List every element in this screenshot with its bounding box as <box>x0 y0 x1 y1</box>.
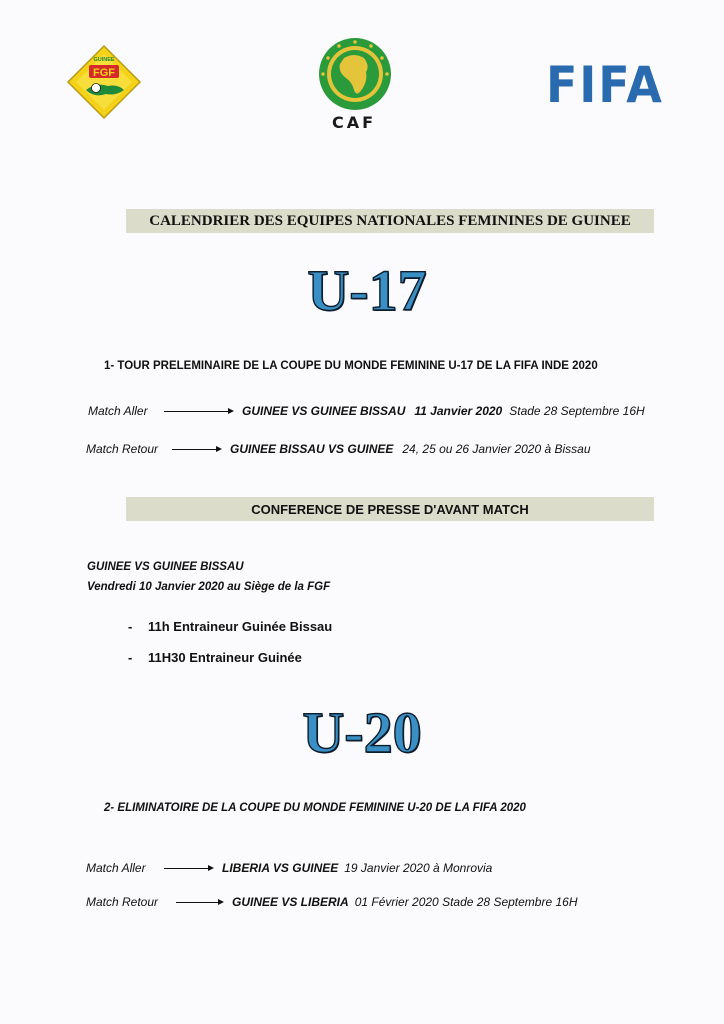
match-label: Match Retour <box>86 895 159 909</box>
title-banner: CALENDRIER DES EQUIPES NATIONALES FEMININES DE GUINEE <box>126 209 654 233</box>
fgf-logo <box>66 44 142 120</box>
u17-section-title: 1- TOUR PRELEMINAIRE DE LA COUPE DU MONDE FEMININE U-17 DE LA FIFA INDE 2020 <box>104 360 598 372</box>
arrow-icon <box>164 868 212 869</box>
match-teams: GUINEE VS GUINEE BISSAU <box>242 404 406 418</box>
bullet-dash: - <box>128 650 133 665</box>
match-label: Match Retour <box>86 442 159 456</box>
match-details: 24, 25 ou 26 Janvier 2020 à Bissau <box>402 442 591 456</box>
caf-logo-text: CAF <box>331 113 377 132</box>
match-teams: GUINEE VS LIBERIA <box>232 895 349 909</box>
match-details: Stade 28 Septembre 16H <box>509 404 645 418</box>
fgf-logo-text: FGF <box>93 67 115 79</box>
arrow-icon <box>176 902 222 903</box>
press-item <box>128 650 302 665</box>
press-item <box>128 619 332 634</box>
fgf-logo-top-text: GUINEE <box>93 57 115 63</box>
match-date: 11 Janvier 2020 <box>414 404 503 418</box>
u17-heading: U-17 <box>307 258 427 323</box>
u20-heading: U-20 <box>302 700 422 765</box>
match-label: Match Aller <box>86 861 146 875</box>
press-item-text: 11H30 Entraineur Guinée <box>148 650 302 665</box>
bullet-dash: - <box>128 619 133 634</box>
u17-match-retour <box>86 442 591 456</box>
u20-section-title: 2- ELIMINATOIRE DE LA COUPE DU MONDE FEMININE U-20 DE LA FIFA 2020 <box>104 802 526 814</box>
fifa-logo: FIFA <box>546 56 664 114</box>
match-details: 01 Février 2020 Stade 28 Septembre 16H <box>354 895 578 909</box>
arrow-icon <box>164 411 232 412</box>
press-banner: CONFERENCE DE PRESSE D'AVANT MATCH <box>126 497 654 521</box>
press-when: Vendredi 10 Janvier 2020 au Siège de la FGF <box>87 581 331 593</box>
u20-match-retour <box>86 895 578 909</box>
caf-logo <box>308 36 402 132</box>
match-label: Match Aller <box>88 404 148 418</box>
u17-match-aller <box>88 404 645 418</box>
match-teams: GUINEE BISSAU VS GUINEE <box>230 442 394 456</box>
u20-match-aller <box>86 861 492 875</box>
match-details: 19 Janvier 2020 à Monrovia <box>344 861 493 875</box>
arrow-icon <box>172 449 220 450</box>
match-teams: LIBERIA VS GUINEE <box>222 861 339 875</box>
press-match: GUINEE VS GUINEE BISSAU <box>87 561 244 573</box>
press-item-text: 11h Entraineur Guinée Bissau <box>148 619 333 634</box>
